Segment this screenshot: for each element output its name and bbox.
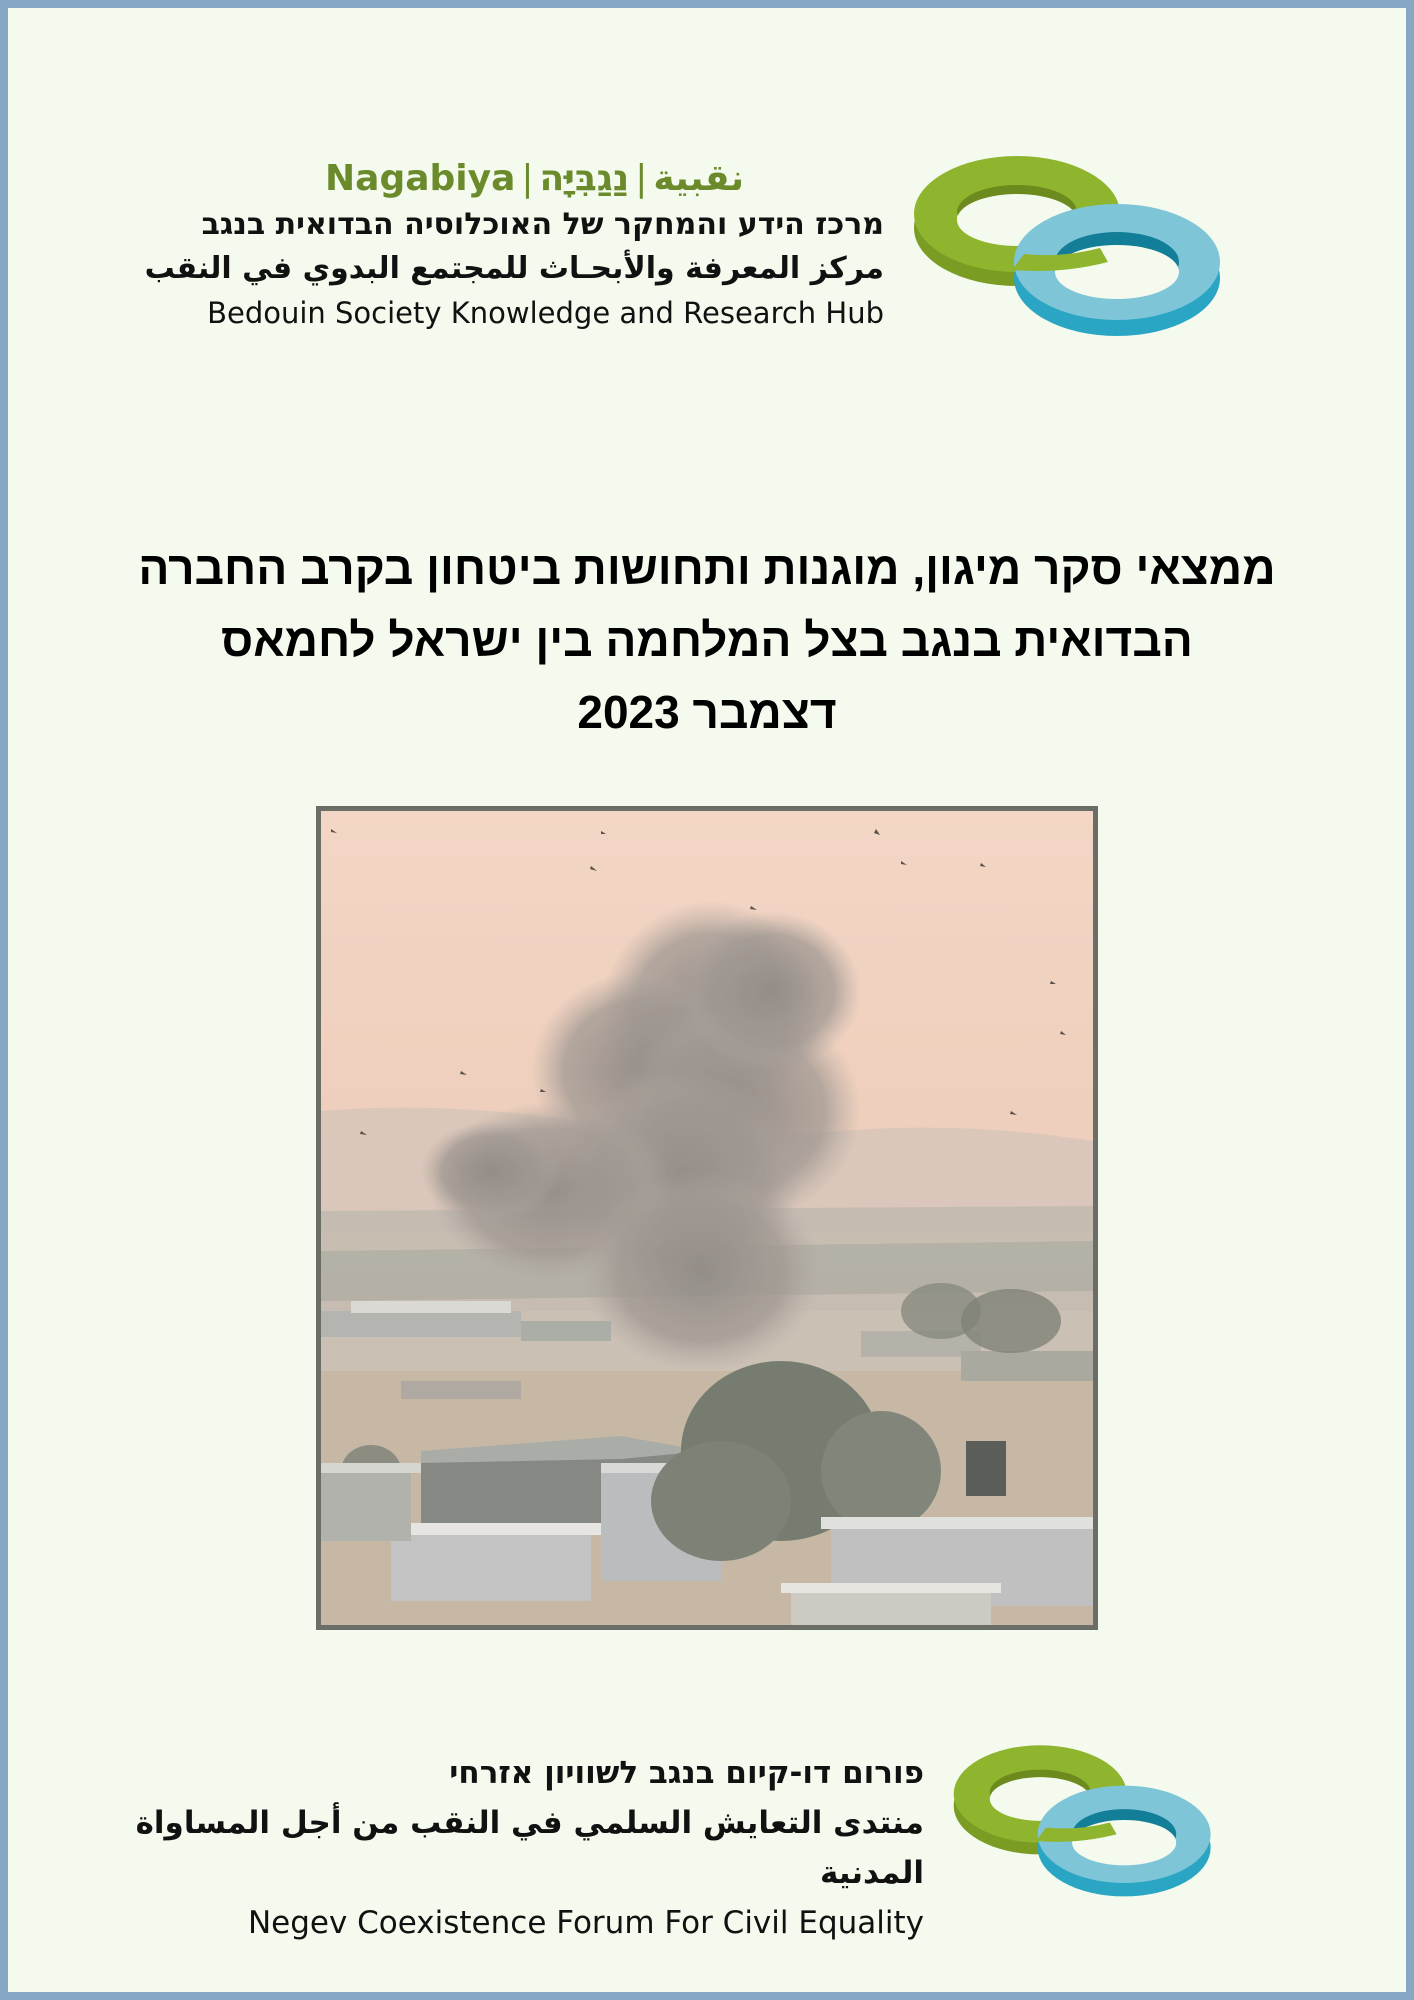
brand-en: Nagabiya: [325, 158, 516, 199]
header-english-line: Bedouin Society Knowledge and Research Hub: [207, 296, 884, 330]
brand-separator: |: [635, 158, 648, 199]
footer-english-line: Negev Coexistence Forum For Civil Equality: [247, 1905, 924, 1941]
brand-ar: نقبية: [653, 158, 744, 199]
brand-he: נַגַבִּיָּה: [539, 158, 630, 199]
document-title: [60, 532, 1354, 748]
title-date: דצמבר 2023: [577, 686, 837, 738]
footer-hebrew-line: פורום דו-קיום בנגב לשוויון אזרחי: [449, 1755, 924, 1791]
title-line-1: ממצאי סקר מיגון, מוגנות ותחושות ביטחון בקרב החברה: [138, 542, 1276, 594]
header-block: [144, 155, 884, 335]
interlocking-rings-logo: [952, 1740, 1214, 1900]
footer-block: [124, 1748, 924, 1948]
title-line-2: הבדואית בנגב בצל המלחמה בין ישראל לחמאס: [221, 614, 1193, 666]
header-arabic-line: مركز المعرفة والأبحـاث للمجتمع البدوي في النقب: [144, 251, 884, 286]
smoke-plume-over-village-photo: [316, 806, 1098, 1630]
footer-arabic-line: منتدى التعايش السلمي في النقب من أجل المساواة المدنية: [135, 1805, 924, 1891]
brand-line: [144, 155, 744, 203]
brand-separator: |: [521, 158, 534, 199]
photo-illustration: [321, 811, 1093, 1625]
interlocking-rings-logo: [912, 150, 1224, 340]
header-hebrew-line: מרכז הידע והמחקר של האוכלוסיה הבדואית בנגב: [201, 207, 884, 242]
